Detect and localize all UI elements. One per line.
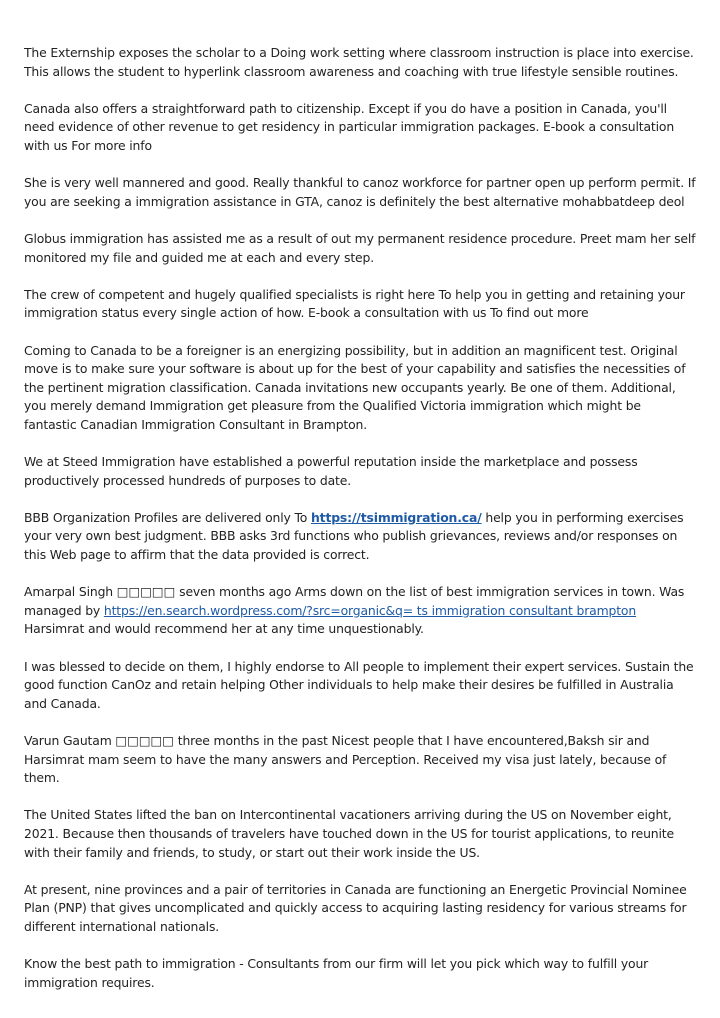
varun-text-after: three months in the past Nicest people that I have encountered,Baksh sir and Harsimrat mam seem to have the many answers and Perception. Received my visa just lately, because of them. (24, 732, 667, 786)
wordpress-search-link[interactable]: https://en.search.wordpress.com/?src=organic&q= ts immigration consultant brampton (103, 602, 637, 618)
amarpal-text-after: Harsimrat and would recommend her at any time unquestionably. (24, 621, 424, 637)
star-rating-icon: □□□□□ (116, 584, 176, 600)
reviewer-name-varun: Varun Gautam (24, 732, 116, 748)
reviewer-name-amarpal: Amarpal Singh (24, 584, 117, 600)
paragraph-bbb (24, 509, 696, 565)
bbb-text-after: help you in performing exercises your very own best judgment. BBB asks 3rd functions who publish grievances, reviews and/or responses on this Web page to affirm that the data provided is correct. (24, 509, 684, 563)
paragraph-steed-immigration: We at Steed Immigration have established a powerful reputation inside the marketplace and possess productively processed hundreds of purposes to date. (24, 454, 638, 488)
tsimmigration-link[interactable]: https://tsimmigration.ca/ (311, 509, 482, 525)
star-rating-icon: □□□□□ (115, 732, 174, 748)
paragraph-varun-review (24, 732, 696, 788)
paragraph-pnp: At present, nine provinces and a pair of territories in Canada are functioning an Energetic Provincial Nominee Plan (PNP) that gives uncomplicated and quickly access to acquiring lasting residency for various streams for different international nationals. (24, 881, 687, 934)
paragraph-globus-review: Globus immigration has assisted me as a result of out my permanent residence procedure. Preet mam her self monitored my file and guided me at each and every step. (24, 230, 696, 265)
paragraph-canoz-review: She is very well mannered and good. Really thankful to canoz workforce for partner open up perform permit. If you are seeking a immigration assistance in GTA, canoz is definitely the best alternative mohabbatdeep deol (24, 175, 696, 209)
paragraph-amarpal-review (24, 583, 696, 639)
paragraph-coming-to-canada: Coming to Canada to be a foreigner is an energizing possibility, but in addition an magnificent test. Original move is to make sure your software is about up for the best of your capability and satisfies the necessities of the pertinent migration classification. Canada invitations new occupants yearly. Be one of them. Additional, you merely demand Immigration get pleasure from the Qualified Victoria immigration which might be fantastic Canadian Immigration Consultant in Brampton. (24, 342, 686, 432)
bbb-text-before: BBB Organization Profiles are delivered only To (24, 509, 311, 525)
paragraph-best-path: Know the best path to immigration - Consultants from our firm will let you pick which way to fulfill your immigration requires. (24, 956, 649, 990)
paragraph-citizenship: Canada also offers a straightforward path to citizenship. Except if you do have a position in Canada, you'll need evidence of other revenue to get residency in particular immigration packages. E-book a consultation with us For more info (24, 100, 675, 153)
paragraph-blessed-review: I was blessed to decide on them, I highly endorse to All people to implement their expert services. Sustain the good function CanOz and retain helping Other individuals to help make their desires be fulfilled in Australia and Canada. (24, 658, 694, 711)
paragraph-specialists: The crew of competent and hugely qualified specialists is right here To help you in getting and retaining your immigration status every single action of how. E-book a consultation with us To find out more (24, 286, 685, 321)
paragraph-externship: The Externship exposes the scholar to a Doing work setting where classroom instruction is place into exercise. This allows the student to hyperlink classroom awareness and coaching with true lifestyle sensible routines. (24, 45, 694, 79)
paragraph-us-travel-ban: The United States lifted the ban on Intercontinental vacationers arriving during the US on November eight, 2021. Because then thousands of travelers have touched down in the US for tourist applications, to reunite with their family and friends, to study, or start out their work inside the US. (24, 807, 674, 860)
amarpal-text-before: seven months ago Arms down on the list of best immigration services in town. Was managed by (24, 584, 685, 618)
